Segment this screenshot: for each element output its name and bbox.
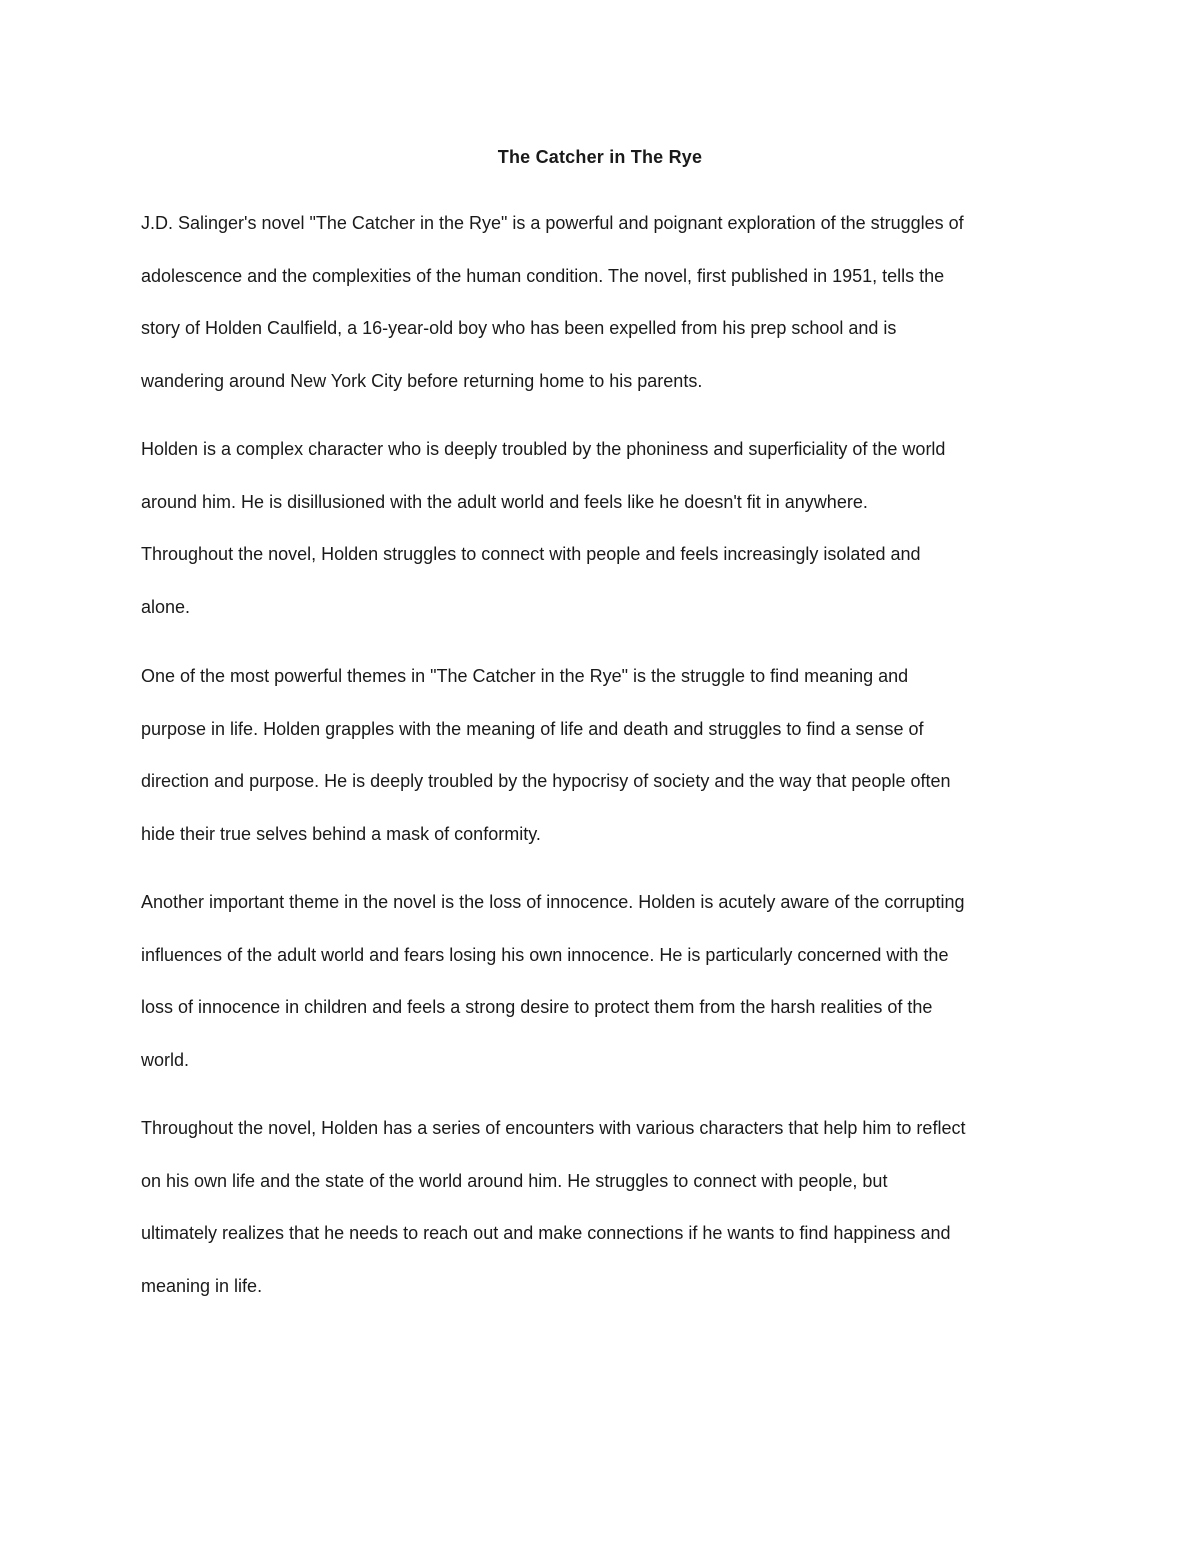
paragraph-line: ultimately realizes that he needs to reach out and make connections if he wants to find happiness and bbox=[141, 1223, 951, 1244]
paragraph bbox=[141, 423, 1065, 634]
paragraph-line: purpose in life. Holden grapples with the meaning of life and death and struggles to find a sense of bbox=[141, 718, 924, 739]
paragraph-line: Throughout the novel, Holden struggles to connect with people and feels increasingly isolated and bbox=[141, 544, 921, 565]
paragraph-line: J.D. Salinger's novel "The Catcher in the Rye" is a powerful and poignant exploration of the struggles of bbox=[141, 213, 964, 233]
paragraph bbox=[141, 1102, 1065, 1313]
paragraph-line: One of the most powerful themes in "The Catcher in the Rye" is the struggle to find meaning and bbox=[141, 666, 909, 686]
paragraph-line: loss of innocence in children and feels a strong desire to protect them from the harsh realities of the bbox=[141, 997, 933, 1018]
paragraph-line: Holden is a complex character who is deeply troubled by the phoniness and superficiality of the world bbox=[141, 439, 946, 459]
paragraph-line: world. bbox=[141, 1050, 190, 1071]
paragraph-line: alone. bbox=[141, 597, 191, 618]
document-title: The Catcher in The Rye bbox=[497, 147, 703, 167]
paragraph-line: story of Holden Caulfield, a 16-year-old boy who has been expelled from his prep school and is bbox=[141, 318, 897, 339]
paragraph-line: Throughout the novel, Holden has a series of encounters with various characters that help him to reflect bbox=[141, 1118, 966, 1138]
paragraph-line: hide their true selves behind a mask of conformity. bbox=[141, 824, 541, 845]
paragraph bbox=[141, 876, 1065, 1087]
paragraph-line: adolescence and the complexities of the human condition. The novel, first published in 1951, tells the bbox=[141, 265, 945, 286]
paragraph-line: influences of the adult world and fears losing his own innocence. He is particularly concerned with the bbox=[141, 944, 949, 965]
paragraph-line: wandering around New York City before returning home to his parents. bbox=[141, 371, 703, 392]
paragraph-line: on his own life and the state of the world around him. He struggles to connect with people, but bbox=[141, 1170, 888, 1191]
paragraph-line: meaning in life. bbox=[141, 1276, 263, 1297]
paragraph bbox=[141, 650, 1065, 861]
paragraph-line: direction and purpose. He is deeply troubled by the hypocrisy of society and the way that people often bbox=[141, 771, 951, 792]
paragraph bbox=[141, 197, 1065, 408]
paragraph-line: Another important theme in the novel is the loss of innocence. Holden is acutely aware of the corrupting bbox=[141, 892, 965, 912]
paragraph-line: around him. He is disillusioned with the adult world and feels like he doesn't fit in anywhere. bbox=[141, 491, 868, 512]
